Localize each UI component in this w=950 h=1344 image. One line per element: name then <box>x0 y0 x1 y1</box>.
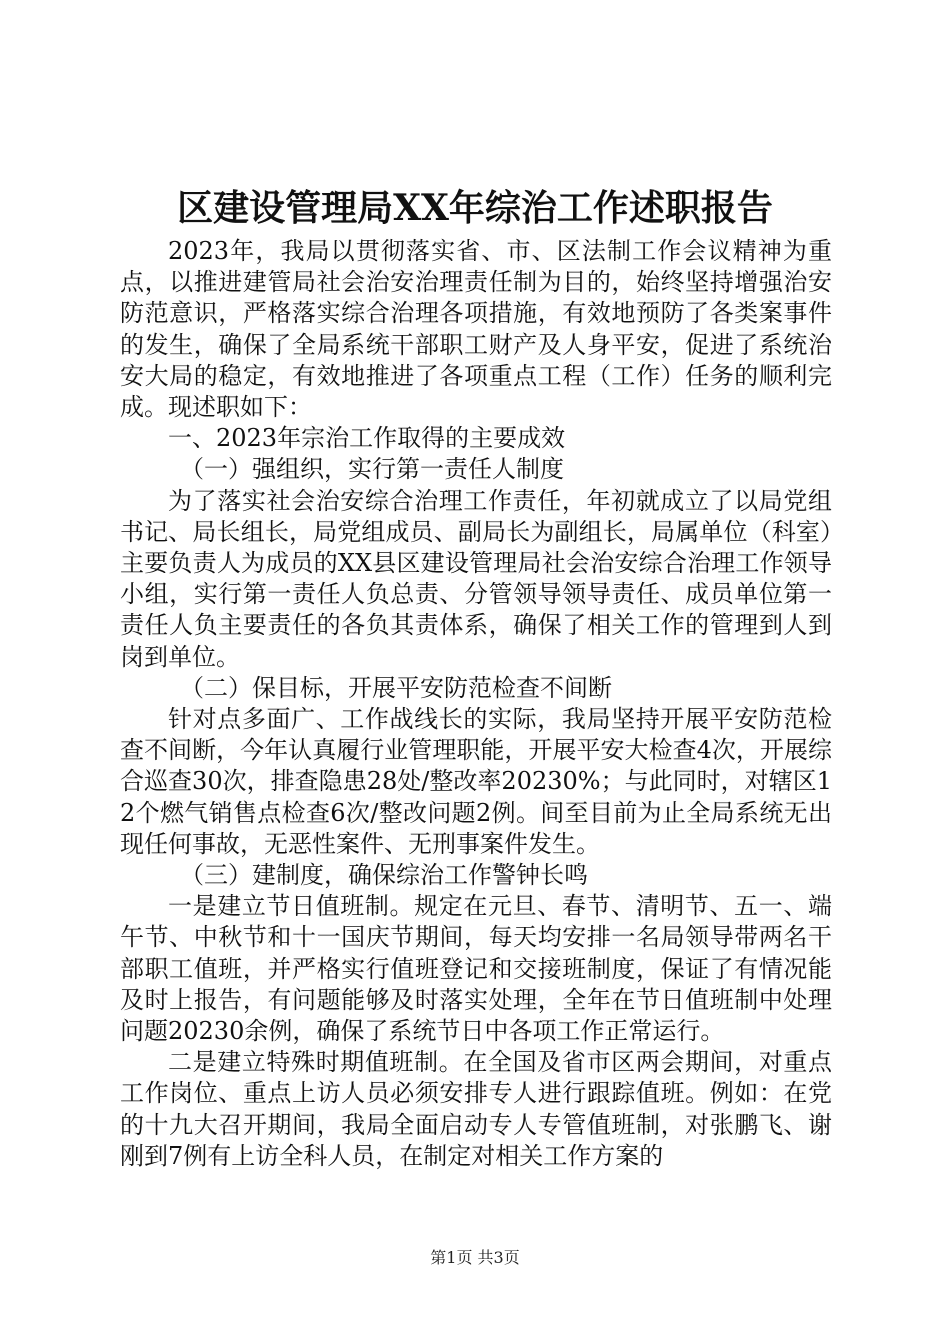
section-heading-1: 一、2023年宗治工作取得的主要成效 <box>168 424 566 453</box>
document-body <box>120 236 832 1172</box>
paragraph-intro: 2023年，我局以贯彻落实省、市、区法制工作会议精神为重点，以推进建管局社会治安治理责任制为目的，始终坚持增强治安防范意识，严格落实综合治理各项措施，有效地预防了各类案事件的发生，确保了全局系统干部职工财产及人身平安，促进了系统治安大局的稳定，有效地推进了各项重点工程（工作）任务的顺利完成。现述职如下： <box>120 237 832 422</box>
subsection-heading-1: （一）强组织，实行第一责任人制度 <box>180 455 564 484</box>
subsection-heading-3: （三）建制度，确保综治工作警钟长鸣 <box>180 861 588 890</box>
subsection-heading-2: （二）保目标，开展平安防范检查不间断 <box>180 673 612 702</box>
paragraph-inspection: 针对点多面广、工作战线长的实际，我局坚持开展平安防范检查不间断，今年认真履行业管理职能，开展平安大检查4次，开展综合巡查30次，排查隐患28处/整改率20230%；与此同时，对辖区12个燃气销售点检查6次/整改问题2例。间至目前为止全局系统无出现任何事故，无恶性案件、无刑事案件发生。 <box>120 705 832 858</box>
paragraph-holiday-duty: 一是建立节日值班制。规定在元旦、春节、清明节、五一、端午节、中秋节和十一国庆节期间，每天均安排一名局领导带两名干部职工值班，并严格实行值班登记和交接班制度，保证了有情况能及时上报告，有问题能够及时落实处理，全年在节日值班制中处理问题20230余例，确保了系统节日中各项工作正常运行。 <box>120 892 832 1046</box>
paragraph-organization: 为了落实社会治安综合治理工作责任，年初就成立了以局党组书记、局长组长，局党组成员、副局长为副组长，局属单位（科室）主要负责人为成员的XX县区建设管理局社会治安综合治理工作领导小组，实行第一责任人负总责、分管领导领导责任、成员单位第一责任人负主要责任的各负其责体系，确保了相关工作的管理到人到岗到单位。 <box>120 486 832 671</box>
page-footer: 第1页 共3页 <box>430 1248 520 1267</box>
document-title: 区建设管理局XX年综治工作述职报告 <box>177 187 773 229</box>
paragraph-special-duty: 二是建立特殊时期值班制。在全国及省市区两会期间，对重点工作岗位、重点上访人员必须安排专人进行跟踪值班。例如：在党的十九大召开期间，我局全面启动专人专管值班制，对张鹏飞、谢刚到7例有上访全科人员，在制定对相关工作方案的 <box>120 1048 832 1170</box>
